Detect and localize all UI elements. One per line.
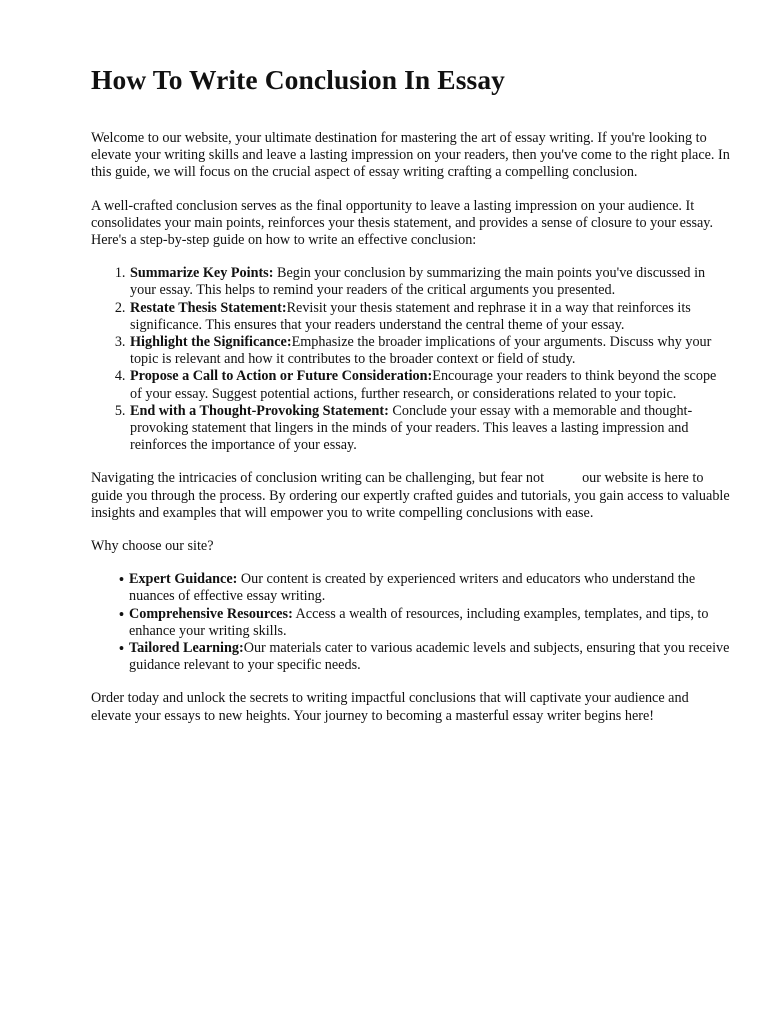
reason-item	[119, 605, 731, 640]
reason-item	[119, 571, 731, 605]
intro-paragraph-2: A well-crafted conclusion serves as the final opportunity to leave a lasting impression on your audience. It consolidates your main points, reinforces your thesis statement, and provides a sense of closure to your essay. Here's a step-by-step guide on how to write an effective conclusion:	[91, 197, 713, 249]
step-text: Emphasize the broader implications of your arguments. Discuss why your topic is relevant and how it contributes to the broader context or field of study.	[130, 334, 712, 368]
reason-text: Our content is created by experienced writers and educators who understand the nuances of effective essay writing.	[129, 571, 696, 605]
step-label: Propose a Call to Action or Future Consideration:	[130, 368, 433, 385]
document-page	[91, 60, 731, 741]
step-text: Conclude your essay with a memorable and thought-provoking statement that lingers in the minds of your readers. This leaves a lasting impression and reinforces the importance of your essay.	[130, 402, 693, 454]
step-label: Summarize Key Points:	[130, 265, 274, 282]
reason-label: Expert Guidance:	[129, 571, 238, 588]
step-text: Revisit your thesis statement and rephrase it in a way that reinforces its significance. This ensures that your readers understand the central theme of your essay.	[130, 299, 691, 333]
navigating-text-after: our website is here to guide you through the process. By ordering our expertly crafted guides and tutorials, you gain access to valuable insights and examples that will empower you to write compelling conclusions with ease.	[91, 470, 730, 521]
step-item	[129, 265, 731, 299]
reason-label: Comprehensive Resources:	[129, 605, 293, 622]
why-heading: Why choose our site?	[91, 538, 214, 555]
step-item	[129, 334, 731, 368]
step-label: End with a Thought-Provoking Statement:	[130, 402, 389, 419]
step-label: Restate Thesis Statement:	[130, 299, 287, 316]
step-item	[129, 368, 731, 402]
step-item	[129, 300, 731, 334]
navigating-text-before: Navigating the intricacies of conclusion writing can be challenging, but fear not	[91, 470, 545, 487]
bullet-icon: •	[119, 641, 124, 658]
reason-item	[119, 640, 731, 674]
reason-text: Our materials cater to various academic levels and subjects, ensuring that you receive guidance relevant to your specific needs.	[129, 640, 730, 674]
closing-paragraph: Order today and unlock the secrets to writing impactful conclusions that will captivate your audience and elevate your essays to new heights. Your journey to becoming a masterful essay writer begins here!	[91, 690, 689, 724]
navigating-paragraph	[91, 470, 731, 522]
page-title: How To Write Conclusion In Essay	[91, 64, 506, 95]
reason-text: Access a wealth of resources, including examples, templates, and tips, to enhance your writing skills.	[129, 605, 709, 639]
bullet-icon: •	[119, 572, 124, 589]
step-text: Begin your conclusion by summarizing the main points you've discussed in your essay. This helps to remind your readers of the critical arguments you presented.	[130, 265, 706, 299]
reasons-list	[91, 571, 731, 674]
steps-list	[91, 265, 731, 454]
step-item	[129, 403, 731, 455]
reason-label: Tailored Learning:	[129, 640, 244, 657]
bullet-icon: •	[119, 606, 124, 623]
intro-paragraph-1: Welcome to our website, your ultimate destination for mastering the art of essay writing. If you're looking to elevate your writing skills and leave a lasting impression on your readers, then you've come to the right place. In this guide, we will focus on the crucial aspect of essay writing crafting a compelling conclusion.	[91, 130, 730, 181]
step-text: Encourage your readers to think beyond the scope of your essay. Suggest potential actions, further research, or considerations related to your topic.	[130, 368, 717, 402]
step-label: Highlight the Significance:	[130, 334, 292, 351]
